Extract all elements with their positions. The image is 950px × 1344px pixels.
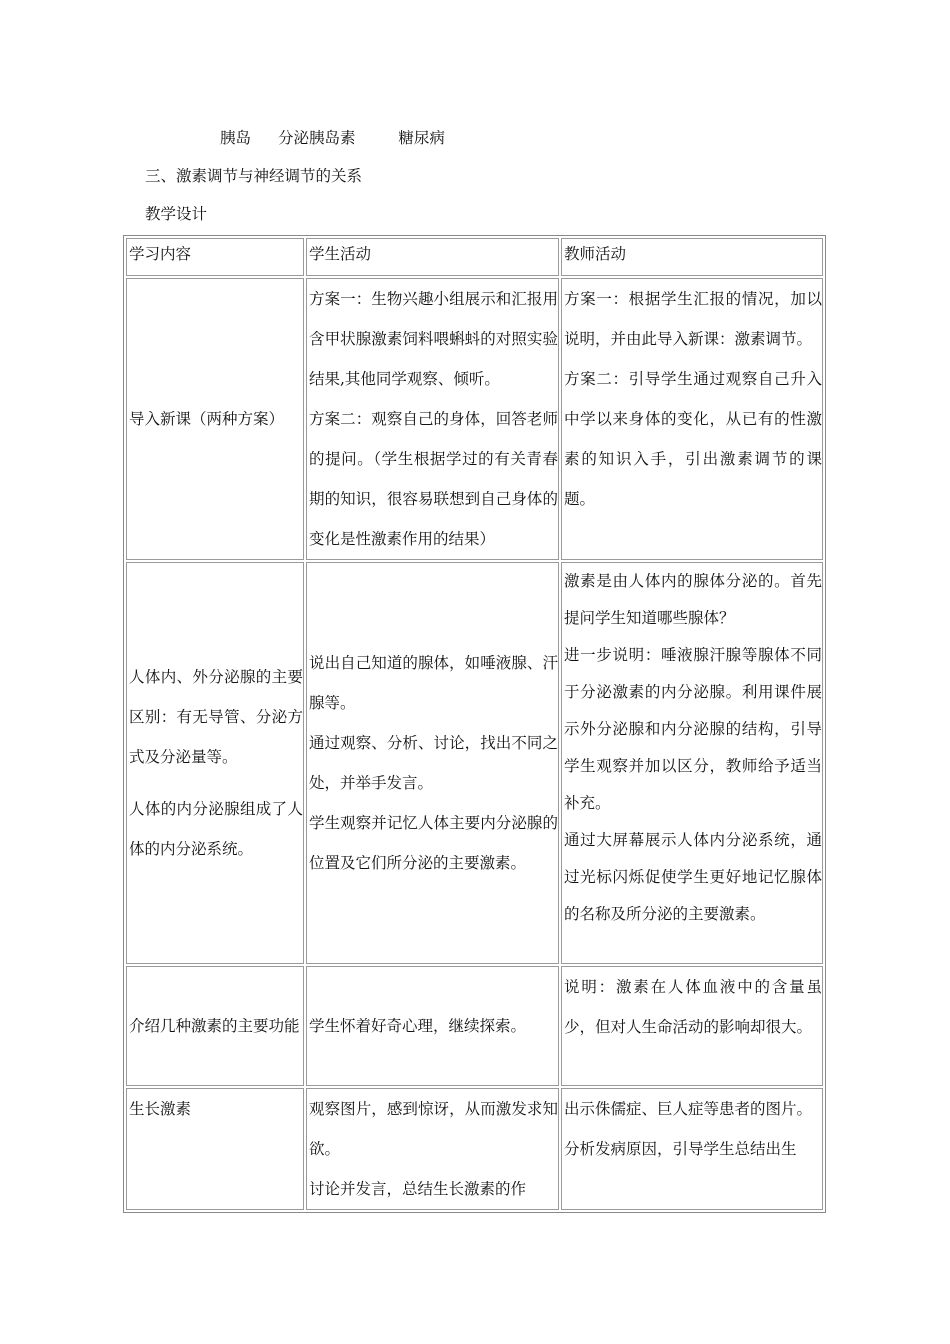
hormone-name: 分泌胰岛素 [277,129,356,147]
student-activity: 学生观察并记忆人体主要内分泌腺的位置及它们所分泌的主要激素。 [309,814,558,872]
student-activity: 方案一：生物兴趣小组展示和汇报用含甲状腺激素饲料喂蝌蚪的对照实验结果,其他同学观察、倾听。 [309,290,558,388]
row-teacher [561,1088,823,1210]
gland-name: 胰岛 [220,129,252,147]
design-heading: 教学设计 [145,205,208,223]
row-content: 介绍几种激素的主要功能 [126,966,304,1086]
teacher-activity: 通过大屏幕展示人体内分泌系统，通过光标闪烁促使学生更好地记忆腺体的名称及所分泌的主要激素。 [564,831,822,923]
student-activity: 通过观察、分析、讨论，找出不同之处，并举手发言。 [309,734,558,792]
row-teacher [561,278,823,560]
gland-summary-line [220,126,445,148]
table-row [126,966,823,1086]
row-content [126,562,304,964]
table-row [126,278,823,560]
teaching-design-table [123,235,826,1213]
table-header-row [126,238,823,276]
header-teacher: 教师活动 [561,238,823,276]
teacher-activity: 方案一：根据学生汇报的情况，加以说明，并由此导入新课：激素调节。 [564,290,822,348]
row-student [306,1088,559,1210]
student-activity: 观察图片，感到惊讶，从而激发求知欲。 [309,1100,558,1158]
table-row [126,1088,823,1210]
teacher-activity: 进一步说明：唾液腺汗腺等腺体不同于分泌激素的内分泌腺。利用课件展示外分泌腺和内分泌腺的结构，引导学生观察并加以区分，教师给予适当补充。 [564,646,822,812]
section-heading: 三、激素调节与神经调节的关系 [145,167,363,185]
row-teacher: 说明：激素在人体血液中的含量虽少，但对人生命活动的影响却很大。 [561,966,823,1086]
row-content: 导入新课（两种方案） [126,278,304,560]
header-student: 学生活动 [306,238,559,276]
content-item: 人体的内分泌腺组成了人体的内分泌系统。 [129,800,303,858]
teacher-activity: 分析发病原因，引导学生总结出生 [564,1140,797,1158]
teacher-activity: 方案二：引导学生通过观察自己升入中学以来身体的变化，从已有的性激素的知识入手，引出激素调节的课题。 [564,370,822,508]
student-activity: 说出自己知道的腺体，如唾液腺、汗腺等。 [309,654,558,712]
row-student [306,562,559,964]
row-content: 生长激素 [126,1088,304,1210]
row-teacher [561,562,823,964]
student-activity: 方案二：观察自己的身体，回答老师的提问。（学生根据学过的有关青春期的知识，很容易联想到自己身体的变化是性激素作用的结果） [309,410,558,548]
row-student: 学生怀着好奇心理，继续探索。 [306,966,559,1086]
content-item: 人体内、外分泌腺的主要区别：有无导管、分泌方式及分泌量等。 [129,668,303,766]
student-activity: 讨论并发言，总结生长激素的作 [309,1180,527,1198]
table-row [126,562,823,964]
teacher-activity: 激素是由人体内的腺体分泌的。首先提问学生知道哪些腺体？ [564,572,822,627]
header-content: 学习内容 [126,238,304,276]
row-student [306,278,559,560]
disease-name: 糖尿病 [398,129,445,147]
teacher-activity: 出示侏儒症、巨人症等患者的图片。 [564,1100,813,1118]
